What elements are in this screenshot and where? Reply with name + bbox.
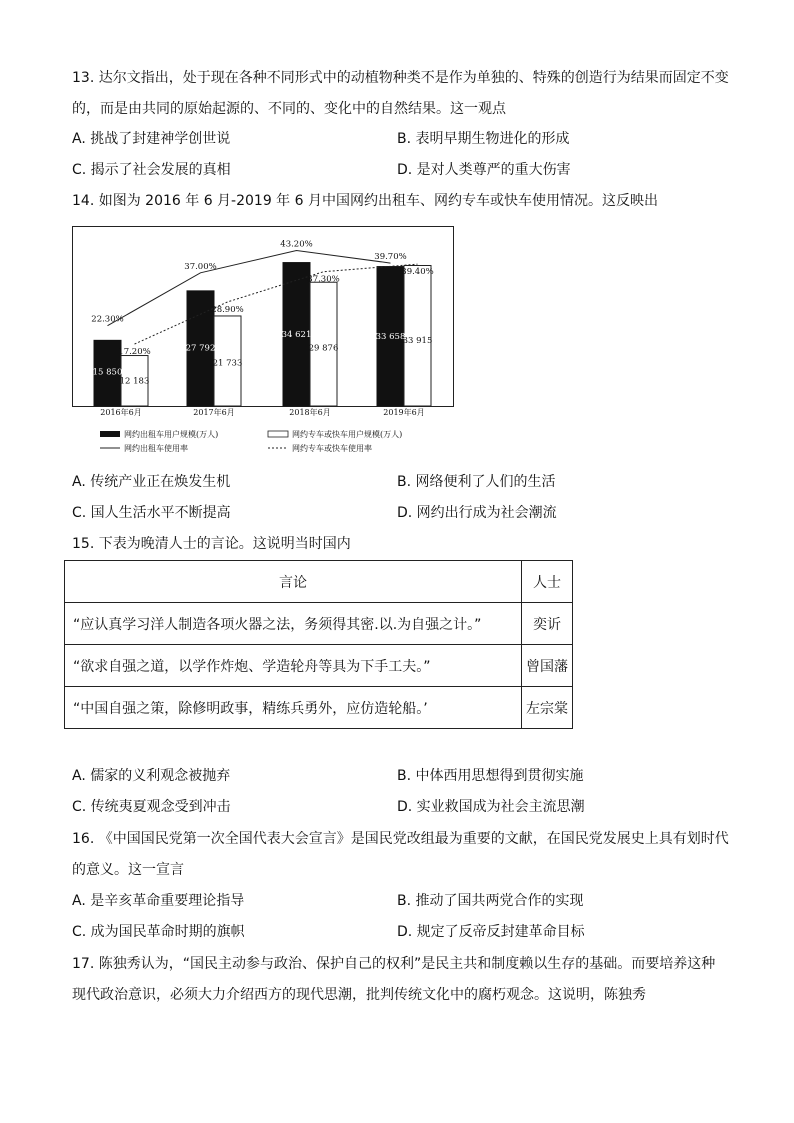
data-label-private-usage: 39.40% <box>401 267 434 278</box>
data-label-private-usage: 28.90% <box>211 304 244 315</box>
x-tick-label: 2017年6月 <box>193 408 235 417</box>
legend-label-taxi: 网约出租车用户规模(万人) <box>124 430 219 439</box>
q13-option-b: B. 表明早期生物进化的形成 <box>397 131 570 147</box>
data-label-taxi-usage: 43.20% <box>280 239 313 250</box>
table-header-row <box>65 561 573 603</box>
legend-swatch-private <box>268 431 288 437</box>
q17-stem-line2: 现代政治意识，必须大力介绍西方的现代思潮，批判传统文化中的腐朽观念。这说明，陈独秀 <box>72 987 646 1003</box>
q14-option-a: A. 传统产业正在焕发生机 <box>72 474 231 490</box>
table-cell-quote: “中国自强之策，除修明政事，精练兵勇外，应仿造轮船。’ <box>65 687 522 729</box>
q15-option-c: C. 传统夷夏观念受到冲击 <box>72 799 231 815</box>
table-cell-quote: “欲求自强之道，以学作炸炮、学造轮舟等具为下手工夫。” <box>65 645 522 687</box>
data-label-private-usage: 17.20% <box>118 347 151 358</box>
table-row <box>65 603 573 645</box>
data-label-private: 33 915 <box>402 335 433 346</box>
table-header-quote: 言论 <box>65 561 522 603</box>
q15-table <box>64 560 573 729</box>
data-label-taxi: 33 658 <box>375 332 406 343</box>
q15-stem: 15. 下表为晚清人士的言论。这说明当时国内 <box>72 536 351 552</box>
q13-option-a: A. 挑战了封建神学创世说 <box>72 131 231 147</box>
q13-stem-line1: 13. 达尔文指出，处于现在各种不同形式中的动植物种类不是作为单独的、特殊的创造行为结果而固定不变 <box>72 70 729 86</box>
data-label-taxi-usage: 37.00% <box>184 261 217 272</box>
q16-stem-line2: 的意义。这一宣言 <box>72 862 184 878</box>
q16-stem-line1: 16. 《中国国民党第一次全国代表大会宣言》是国民党改组最为重要的文献，在国民党发展史上具有划时代 <box>72 831 729 847</box>
table-row <box>65 645 573 687</box>
table-cell-person: 曾国藩 <box>522 645 573 687</box>
q15-option-b: B. 中体西用思想得到贯彻实施 <box>397 768 584 784</box>
x-tick-label: 2018年6月 <box>289 408 331 417</box>
q15-option-d: D. 实业救国成为社会主流思潮 <box>397 799 585 815</box>
data-label-private: 29 876 <box>308 343 339 354</box>
q16-option-a: A. 是辛亥革命重要理论指导 <box>72 893 245 909</box>
q15-option-a: A. 儒家的义利观念被抛弃 <box>72 768 231 784</box>
table-cell-quote: “应认真学习洋人制造各项火器之法，务须得其密.以.为自强之计。” <box>65 603 522 645</box>
table-cell-person: 左宗棠 <box>522 687 573 729</box>
line-taxi-usage <box>108 250 391 325</box>
data-label-taxi: 15 850 <box>92 367 123 378</box>
data-label-taxi: 34 621 <box>281 330 312 341</box>
q13-option-c: C. 揭示了社会发展的真相 <box>72 162 231 178</box>
q14-stem: 14. 如图为 2016 年 6 月-2019 年 6 月中国网约出租车、网约专车或快车使用情况。这反映出 <box>72 193 658 209</box>
legend-swatch-taxi <box>100 431 120 437</box>
usage-chart <box>72 226 454 458</box>
q14-option-c: C. 国人生活水平不断提高 <box>72 505 231 521</box>
table-row <box>65 687 573 729</box>
data-label-taxi-usage: 22.30% <box>91 314 124 325</box>
legend-label-private-usage: 网约专车或快车使用率 <box>292 444 372 453</box>
table-cell-person: 奕䜣 <box>522 603 573 645</box>
q14-option-b: B. 网络便利了人们的生活 <box>397 474 556 490</box>
data-label-private: 21 733 <box>212 358 243 369</box>
data-label-taxi: 27 792 <box>185 343 216 354</box>
legend-label-taxi-usage: 网约出租车使用率 <box>124 444 188 453</box>
x-tick-label: 2016年6月 <box>100 408 142 417</box>
x-tick-label: 2019年6月 <box>383 408 425 417</box>
q14-option-d: D. 网约出行成为社会潮流 <box>397 505 557 521</box>
q13-option-d: D. 是对人类尊严的重大伤害 <box>397 162 571 178</box>
table-header-person: 人士 <box>522 561 573 603</box>
q17-stem-line1: 17. 陈独秀认为，“国民主动参与政治、保护自己的权利”是民主共和制度赖以生存的基础。而要培养这种 <box>72 956 716 972</box>
q13-stem-line2: 的，而是由共同的原始起源的、不同的、变化中的自然结果。这一观点 <box>72 101 506 117</box>
data-label-taxi-usage: 39.70% <box>374 252 407 263</box>
q16-option-b: B. 推动了国共两党合作的实现 <box>397 893 584 909</box>
q16-option-d: D. 规定了反帝反封建革命目标 <box>397 924 585 940</box>
data-label-private-usage: 37.30% <box>307 274 340 285</box>
data-label-private: 12 183 <box>119 376 150 387</box>
legend-label-private: 网约专车或快车用户规模(万人) <box>292 430 403 439</box>
q16-option-c: C. 成为国民革命时期的旗帜 <box>72 924 245 940</box>
